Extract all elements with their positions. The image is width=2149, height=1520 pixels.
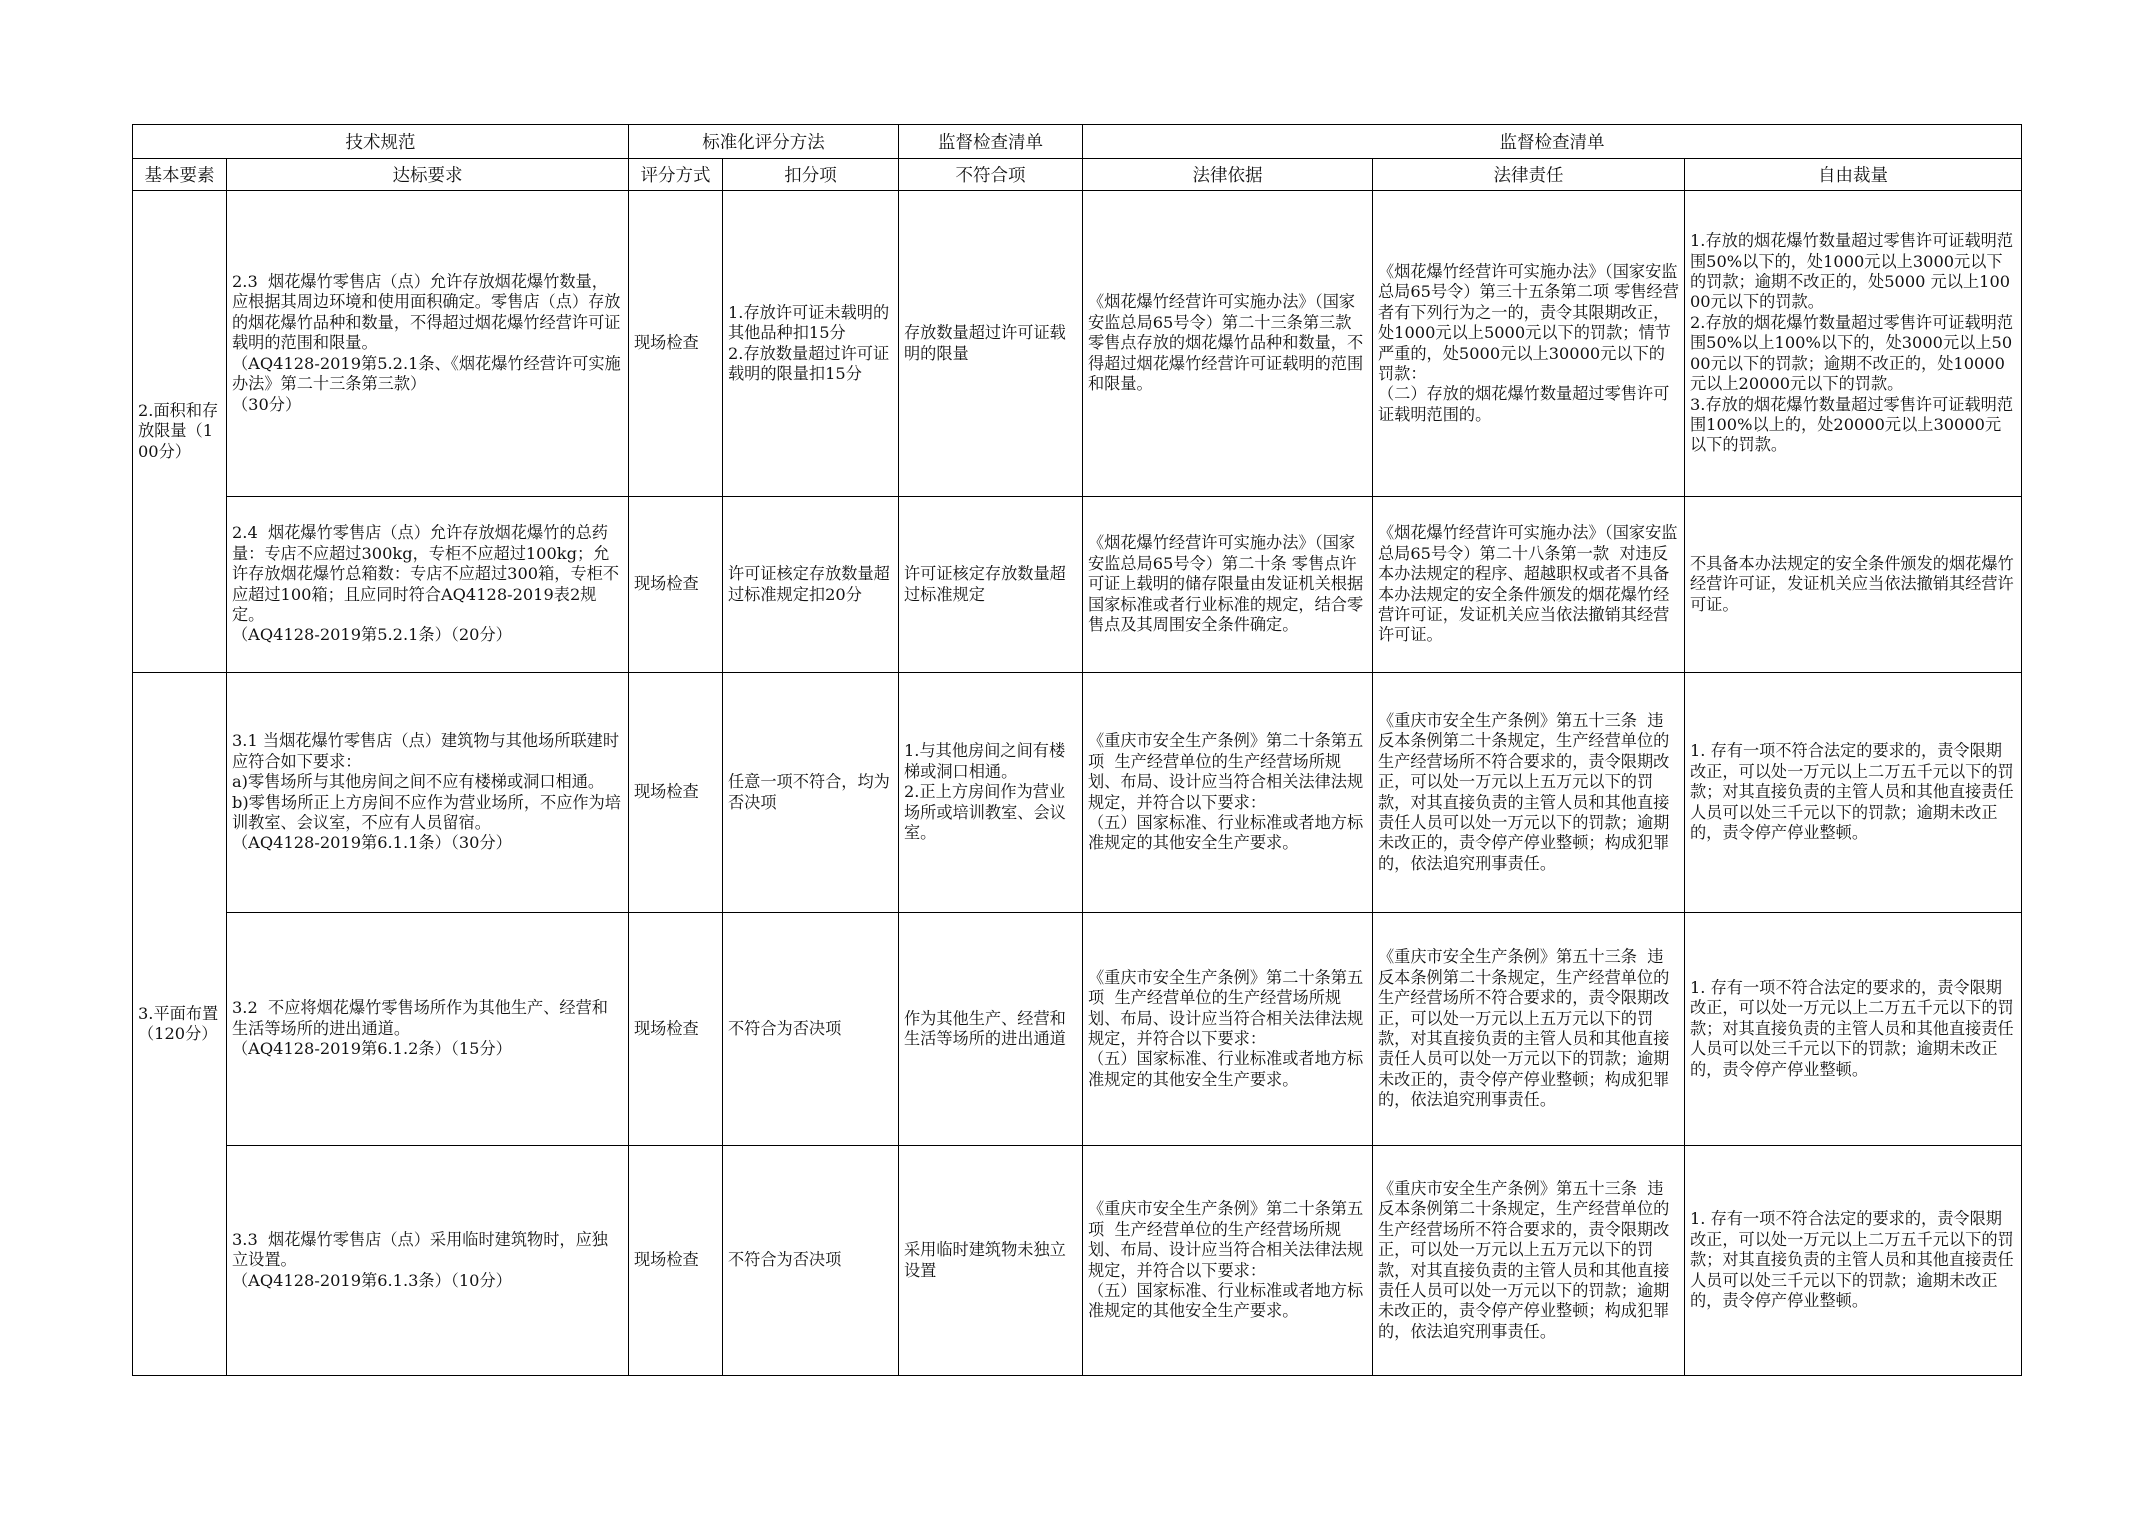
nonconformity-cell [899, 913, 1083, 1146]
score-method-cell [629, 1146, 723, 1376]
header-column-row [133, 159, 2022, 191]
table-row [133, 913, 2022, 1146]
score-method-text: 现场检查 [634, 1250, 699, 1270]
legal-basis-text: 《重庆市安全生产条例》第二十条第五项 生产经营单位的生产经营场所规划、布局、设计应当符合相关法律法规规定，并符合以下要求： （五）国家标准、行业标准或者地方标准规定的其他安全生产要求。 [1088, 731, 1364, 853]
table-row [133, 191, 2022, 497]
legal-basis-text: 《重庆市安全生产条例》第二十条第五项 生产经营单位的生产经营场所规划、布局、设计应当符合相关法律法规规定，并符合以下要求： （五）国家标准、行业标准或者地方标准规定的其他安全生产要求。 [1088, 1199, 1364, 1321]
nonconformity-cell [899, 497, 1083, 673]
header-basic-element: 基本要素 [133, 159, 227, 191]
header-scoring-method: 标准化评分方法 [629, 125, 899, 159]
requirement-text: 2.4 烟花爆竹零售店（点）允许存放烟花爆竹的总药量：专店不应超过300kg，专柜不应超过100kg；允许存放烟花爆竹总箱数：专店不应超过300箱，专柜不应超过100箱；且应同时符合AQ4128-2019表2规定。 （AQ4128-2019第5.2.1条）（20分） [232, 523, 620, 645]
basic-element-cell [133, 673, 227, 1376]
legal-liability-text: 《重庆市安全生产条例》第五十三条 违反本条例第二十条规定，生产经营单位的生产经营场所不符合要求的，责令限期改正，可以处一万元以上五万元以下的罚款，对其直接负责的主管人员和其他直接责任人员可以处一万元以下的罚款；逾期未改正的，责令停产停业整顿；构成犯罪的，依法追究刑事责任。 [1378, 710, 1670, 873]
score-method-cell [629, 673, 723, 913]
legal-liability-cell [1373, 1146, 1685, 1376]
legal-basis-cell [1083, 1146, 1373, 1376]
discretion-cell [1685, 673, 2022, 913]
header-tech-spec: 技术规范 [133, 125, 629, 159]
requirement-cell [227, 191, 629, 497]
deduction-text: 不符合为否决项 [728, 1250, 842, 1270]
requirement-cell [227, 497, 629, 673]
requirement-cell [227, 1146, 629, 1376]
deduction-cell [723, 1146, 899, 1376]
requirement-cell [227, 913, 629, 1146]
discretion-cell [1685, 1146, 2022, 1376]
discretion-text: 1. 存有一项不符合法定的要求的，责令限期改正，可以处一万元以上二万五千元以下的罚款；对其直接负责的主管人员和其他直接责任人员可以处三千元以下的罚款；逾期未改正的，责令停产停业整顿。 [1690, 741, 2014, 843]
table-row [133, 673, 2022, 913]
header-legal-basis: 法律依据 [1083, 159, 1373, 191]
deduction-text: 任意一项不符合，均为否决项 [728, 772, 890, 812]
legal-basis-text: 《重庆市安全生产条例》第二十条第五项 生产经营单位的生产经营场所规划、布局、设计应当符合相关法律法规规定，并符合以下要求： （五）国家标准、行业标准或者地方标准规定的其他安全生产要求。 [1088, 967, 1364, 1089]
legal-basis-cell [1083, 913, 1373, 1146]
legal-basis-text: 《烟花爆竹经营许可实施办法》（国家安监总局65号令）第二十三条第三款 零售点存放的烟花爆竹品种和数量，不得超过烟花爆竹经营许可证载明的范围和限量。 [1088, 292, 1364, 394]
deduction-text: 1.存放许可证未载明的其他品种扣15分 2.存放数量超过许可证载明的限量扣15分 [728, 302, 890, 383]
nonconformity-text: 采用临时建筑物未独立设置 [904, 1240, 1066, 1280]
legal-basis-cell [1083, 673, 1373, 913]
deduction-cell [723, 191, 899, 497]
nonconformity-text: 存放数量超过许可证载明的限量 [904, 323, 1066, 363]
nonconformity-cell [899, 191, 1083, 497]
discretion-cell [1685, 913, 2022, 1146]
header-check-list-2: 监督检查清单 [1083, 125, 2022, 159]
requirement-text: 3.2 不应将烟花爆竹零售场所作为其他生产、经营和生活等场所的进出通道。 （AQ4128-2019第6.1.2条）（15分） [232, 998, 608, 1059]
requirement-text: 2.3 烟花爆竹零售店（点）允许存放烟花爆竹数量，应根据其周边环境和使用面积确定。零售店（点）存放的烟花爆竹品种和数量，不得超过烟花爆竹经营许可证载明的范围和限量。 （AQ4128-2019第5.2.1条、《烟花爆竹经营许可实施办法》第二十三条第三款） （30分） [232, 272, 621, 414]
legal-liability-text: 《烟花爆竹经营许可实施办法》（国家安监总局65号令）第三十五条第二项 零售经营者有下列行为之一的，责令其限期改正，处1000元以上5000元以下的罚款；情节严重的，处5000元以上30000元以下的罚款： （二）存放的烟花爆竹数量超过零售许可证载明范围的。 [1378, 261, 1679, 424]
header-requirement: 达标要求 [227, 159, 629, 191]
header-group-row [133, 125, 2022, 159]
legal-liability-cell [1373, 673, 1685, 913]
deduction-cell [723, 673, 899, 913]
nonconformity-cell [899, 673, 1083, 913]
nonconformity-text: 1.与其他房间之间有楼梯或洞口相通。 2.正上方房间作为营业场所或培训教室、会议室。 [904, 741, 1066, 843]
legal-liability-text: 《重庆市安全生产条例》第五十三条 违反本条例第二十条规定，生产经营单位的生产经营场所不符合要求的，责令限期改正，可以处一万元以上五万元以下的罚款，对其直接负责的主管人员和其他直接责任人员可以处一万元以下的罚款；逾期未改正的，责令停产停业整顿；构成犯罪的，依法追究刑事责任。 [1378, 947, 1670, 1110]
inspection-table [132, 124, 2022, 1376]
legal-basis-text: 《烟花爆竹经营许可实施办法》（国家安监总局65号令）第二十条 零售点许可证上载明的储存限量由发证机关根据国家标准或者行业标准的规定，结合零售点及其周围安全条件确定。 [1088, 533, 1364, 635]
legal-liability-cell [1373, 497, 1685, 673]
nonconformity-text: 许可证核定存放数量超过标准规定 [904, 564, 1066, 604]
discretion-cell [1685, 191, 2022, 497]
requirement-cell [227, 673, 629, 913]
nonconformity-text: 作为其他生产、经营和生活等场所的进出通道 [904, 1008, 1066, 1048]
discretion-text: 1.存放的烟花爆竹数量超过零售许可证载明范围50%以下的，处1000元以上3000元以下的罚款；逾期不改正的，处5000 元以上10000元以下的罚款。 2.存放的烟花爆竹数量超过零售许可证载明范围50%以上100%以下的，处3000元以上5000元以下的罚款；逾期不改正的，处10000元以上20000元以下的罚款。 3.存放的烟花爆竹数量超过零售许可证载明范围100%以上的，处20000元以上30000元以下的罚款。 [1690, 231, 2014, 455]
requirement-text: 3.3 烟花爆竹零售店（点）采用临时建筑物时，应独立设置。 （AQ4128-2019第6.1.3条）（10分） [232, 1229, 608, 1290]
score-method-cell [629, 913, 723, 1146]
table-row [133, 497, 2022, 673]
table-row [133, 1146, 2022, 1376]
deduction-cell [723, 497, 899, 673]
discretion-text: 1. 存有一项不符合法定的要求的，责令限期改正，可以处一万元以上二万五千元以下的罚款；对其直接负责的主管人员和其他直接责任人员可以处三千元以下的罚款；逾期未改正的，责令停产停业整顿。 [1690, 1209, 2014, 1311]
score-method-text: 现场检查 [634, 574, 699, 594]
legal-basis-cell [1083, 191, 1373, 497]
basic-element-cell [133, 191, 227, 673]
header-discretion: 自由裁量 [1685, 159, 2022, 191]
deduction-text: 许可证核定存放数量超过标准规定扣20分 [728, 564, 890, 604]
legal-basis-cell [1083, 497, 1373, 673]
requirement-text: 3.1 当烟花爆竹零售店（点）建筑物与其他场所联建时应符合如下要求： a)零售场所与其他房间之间不应有楼梯或洞口相通。 b)零售场所正上方房间不应作为营业场所，不应作为培训教室、会议室，不应有人员留宿。 （AQ4128-2019第6.1.1条）（30分） [232, 731, 621, 853]
legal-liability-cell [1373, 191, 1685, 497]
score-method-text: 现场检查 [634, 333, 699, 353]
discretion-text: 不具备本办法规定的安全条件颁发的烟花爆竹经营许可证，发证机关应当依法撤销其经营许可证。 [1690, 553, 2014, 614]
score-method-cell [629, 191, 723, 497]
header-check-list-1: 监督检查清单 [899, 125, 1083, 159]
deduction-cell [723, 913, 899, 1146]
score-method-text: 现场检查 [634, 782, 699, 802]
header-legal-liability: 法律责任 [1373, 159, 1685, 191]
header-nonconformity: 不符合项 [899, 159, 1083, 191]
basic-element-text: 2.面积和存放限量（100分） [138, 400, 219, 461]
score-method-cell [629, 497, 723, 673]
legal-liability-text: 《重庆市安全生产条例》第五十三条 违反本条例第二十条规定，生产经营单位的生产经营场所不符合要求的，责令限期改正，可以处一万元以上五万元以下的罚款，对其直接负责的主管人员和其他直接责任人员可以处一万元以下的罚款；逾期未改正的，责令停产停业整顿；构成犯罪的，依法追究刑事责任。 [1378, 1178, 1670, 1341]
deduction-text: 不符合为否决项 [728, 1018, 842, 1038]
discretion-text: 1. 存有一项不符合法定的要求的，责令限期改正，可以处一万元以上二万五千元以下的罚款；对其直接负责的主管人员和其他直接责任人员可以处三千元以下的罚款；逾期未改正的，责令停产停业整顿。 [1690, 977, 2014, 1079]
basic-element-text: 3.平面布置（120分） [138, 1003, 219, 1043]
discretion-cell [1685, 497, 2022, 673]
header-deduction: 扣分项 [723, 159, 899, 191]
score-method-text: 现场检查 [634, 1018, 699, 1038]
nonconformity-cell [899, 1146, 1083, 1376]
header-score-method: 评分方式 [629, 159, 723, 191]
legal-liability-text: 《烟花爆竹经营许可实施办法》（国家安监总局65号令）第二十八条第一款 对违反本办法规定的程序、超越职权或者不具备本办法规定的安全条件颁发的烟花爆竹经营许可证，发证机关应当依法撤销其经营许可证。 [1378, 523, 1678, 645]
legal-liability-cell [1373, 913, 1685, 1146]
